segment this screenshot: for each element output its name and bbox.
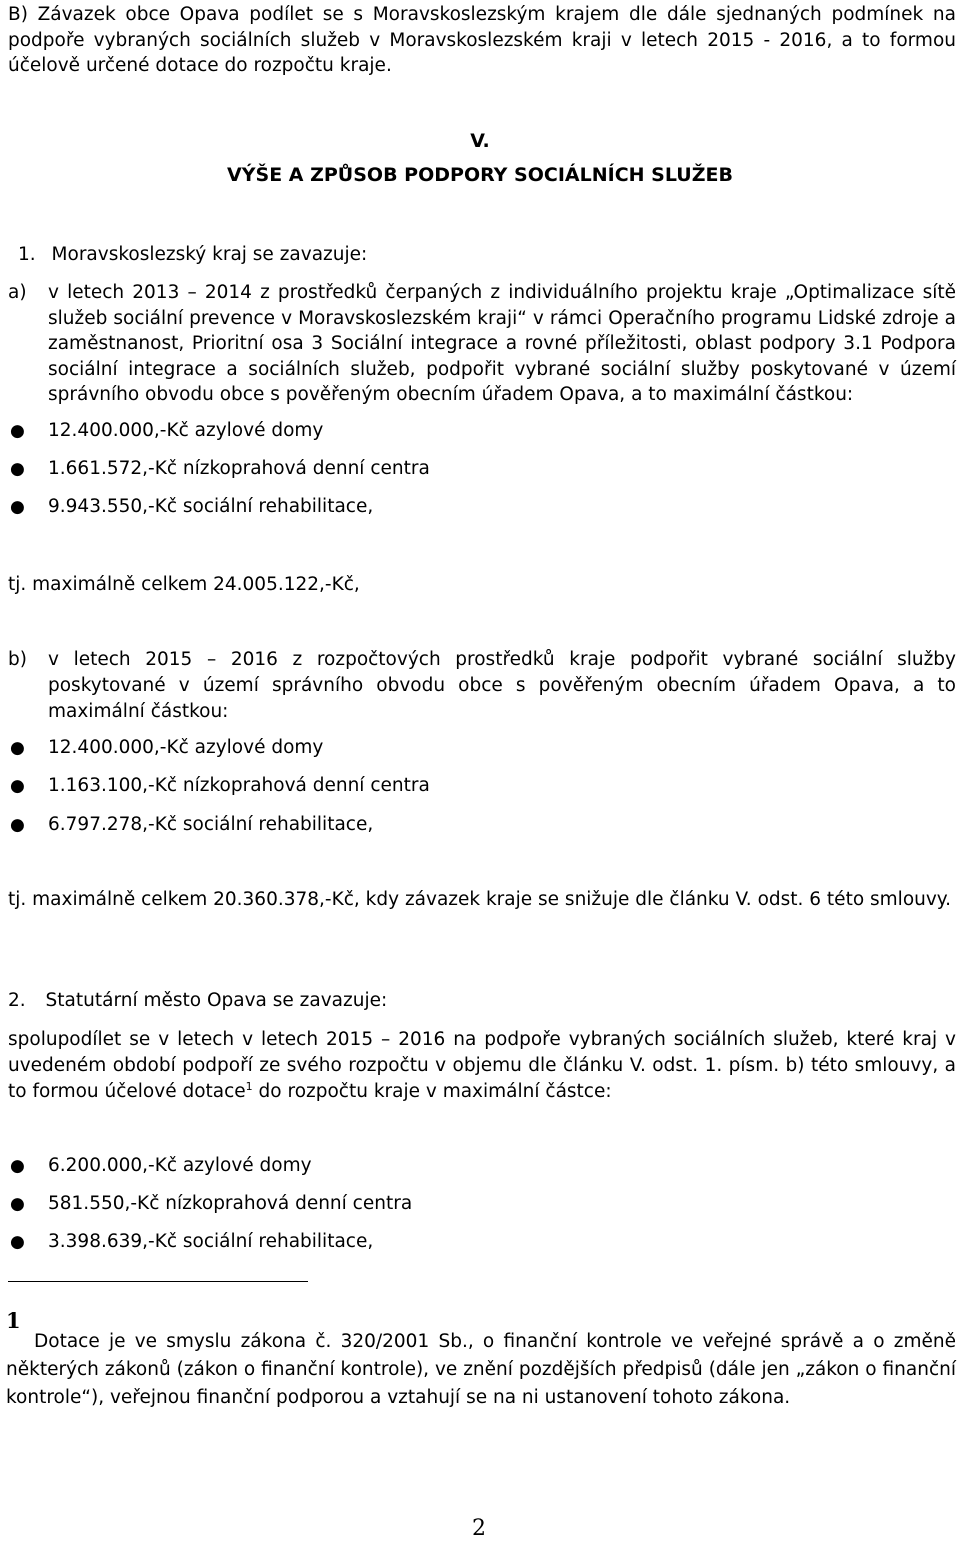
list-item-text: 12.400.000,-Kč azylové domy <box>48 737 324 758</box>
bullet-icon: ● <box>10 497 25 517</box>
part-a-text: v letech 2013 – 2014 z prostředků čerpaných z individuálního projektu kraje „Optimalizace sítě služeb sociální prevence v Moravskoslezském kraji“ v rámci Operačního programu Lidské zdroje a zaměstnanost, Prioritní osa 3 Sociální integrace a rovné příležitosti, oblast podpory 3.1 Podpora sociální integrace a sociálních služeb, podpořit vybrané sociální služby poskytované v území správního obvodu obce s pověřeným obecním úřadem Opava, a to maximální částkou: <box>48 282 956 405</box>
footnote-separator <box>8 1281 308 1282</box>
list-item <box>10 735 323 761</box>
footnote-mark: 1 <box>6 1308 21 1333</box>
bullet-icon: ● <box>10 459 25 479</box>
part-b-text: v letech 2015 – 2016 z rozpočtových prostředků kraje podpořit vybrané sociální služby poskytované v území správního obvodu obce s pověřeným obecním úřadem Opava, a to maximální částkou: <box>48 649 956 722</box>
list-item-text: 6.797.278,-Kč sociální rehabilitace, <box>48 814 374 835</box>
part-b-total-text: tj. maximálně celkem 20.360.378,-Kč, kdy závazek kraje se snižuje dle článku V. odst. 6 této smlouvy. <box>8 889 952 910</box>
list-item-text: 1.661.572,-Kč nízkoprahová denní centra <box>48 458 430 479</box>
part-a-label: a) <box>8 282 27 303</box>
list-item-text: 581.550,-Kč nízkoprahová denní centra <box>48 1193 413 1214</box>
list-item <box>10 494 373 520</box>
part-b-label: b) <box>8 649 27 670</box>
bullet-icon: ● <box>10 738 25 758</box>
part-a-total: tj. maximálně celkem 24.005.122,-Kč, <box>8 574 360 595</box>
clause-1-text: Moravskoslezský kraj se zavazuje: <box>51 244 368 265</box>
bullet-icon: ● <box>10 776 25 796</box>
bullet-icon: ● <box>10 1156 25 1176</box>
part-b-paragraph <box>48 647 956 725</box>
list-item-text: 1.163.100,-Kč nízkoprahová denní centra <box>48 775 430 796</box>
list-item-text: 9.943.550,-Kč sociální rehabilitace, <box>48 496 374 517</box>
clause-2-heading <box>8 988 387 1014</box>
bullet-icon: ● <box>10 1232 25 1252</box>
clause-2-body-tail: do rozpočtu kraje v maximální částce: <box>252 1081 612 1102</box>
footnote-text: Dotace je ve smyslu zákona č. 320/2001 Sb., o finanční kontrole ve veřejné správě a o změně některých zákonů (zákon o finanční kontrole), ve znění pozdějších předpisů (dále jen „zákon o finanční kontrole“), veřejnou finanční podporou a vztahují se na ni ustanovení tohoto zákona. <box>6 1331 956 1408</box>
list-item-text: 6.200.000,-Kč azylové domy <box>48 1155 312 1176</box>
clause-2-body <box>8 1027 956 1105</box>
list-item-text: 3.398.639,-Kč sociální rehabilitace, <box>48 1231 374 1252</box>
section-number: V. <box>470 130 490 152</box>
list-item-text: 12.400.000,-Kč azylové domy <box>48 420 324 441</box>
bullet-icon: ● <box>10 421 25 441</box>
footnote <box>6 1328 956 1412</box>
part-b-total <box>8 887 956 913</box>
list-item <box>10 1153 312 1179</box>
bullet-icon: ● <box>10 1194 25 1214</box>
section-title: VÝŠE A ZPŮSOB PODPORY SOCIÁLNÍCH SLUŽEB <box>227 164 733 186</box>
list-item <box>10 812 373 838</box>
list-item <box>10 1191 412 1217</box>
footnote-reference: 1 <box>245 1079 253 1093</box>
part-a-paragraph <box>48 280 956 408</box>
clause-2-number: 2. <box>8 990 26 1011</box>
list-item <box>10 1229 373 1255</box>
page-number: 2 <box>472 1516 486 1541</box>
intro-text: B) Závazek obce Opava podílet se s Moravskoslezským krajem dle dále sjednaných podmínek na podpoře vybraných sociálních služeb v Moravskoslezském kraji v letech 2015 - 2016, a to formou účelově určené dotace do rozpočtu kraje. <box>8 4 956 76</box>
intro-paragraph <box>8 2 956 79</box>
clause-2-body-text: spolupodílet se v letech v letech 2015 – 2016 na podpoře vybraných sociálních služeb, které kraj v uvedeném období podpoří ze svého rozpočtu v objemu dle článku V. odst. 1. písm. b) této smlouvy, a to formou účelové dotace <box>8 1029 956 1102</box>
clause-1-heading <box>18 242 367 268</box>
list-item <box>10 418 323 444</box>
list-item <box>10 773 430 799</box>
list-item <box>10 456 430 482</box>
clause-2-text: Statutární město Opava se zavazuje: <box>45 990 388 1011</box>
clause-1-number: 1. <box>18 244 36 265</box>
bullet-icon: ● <box>10 815 25 835</box>
